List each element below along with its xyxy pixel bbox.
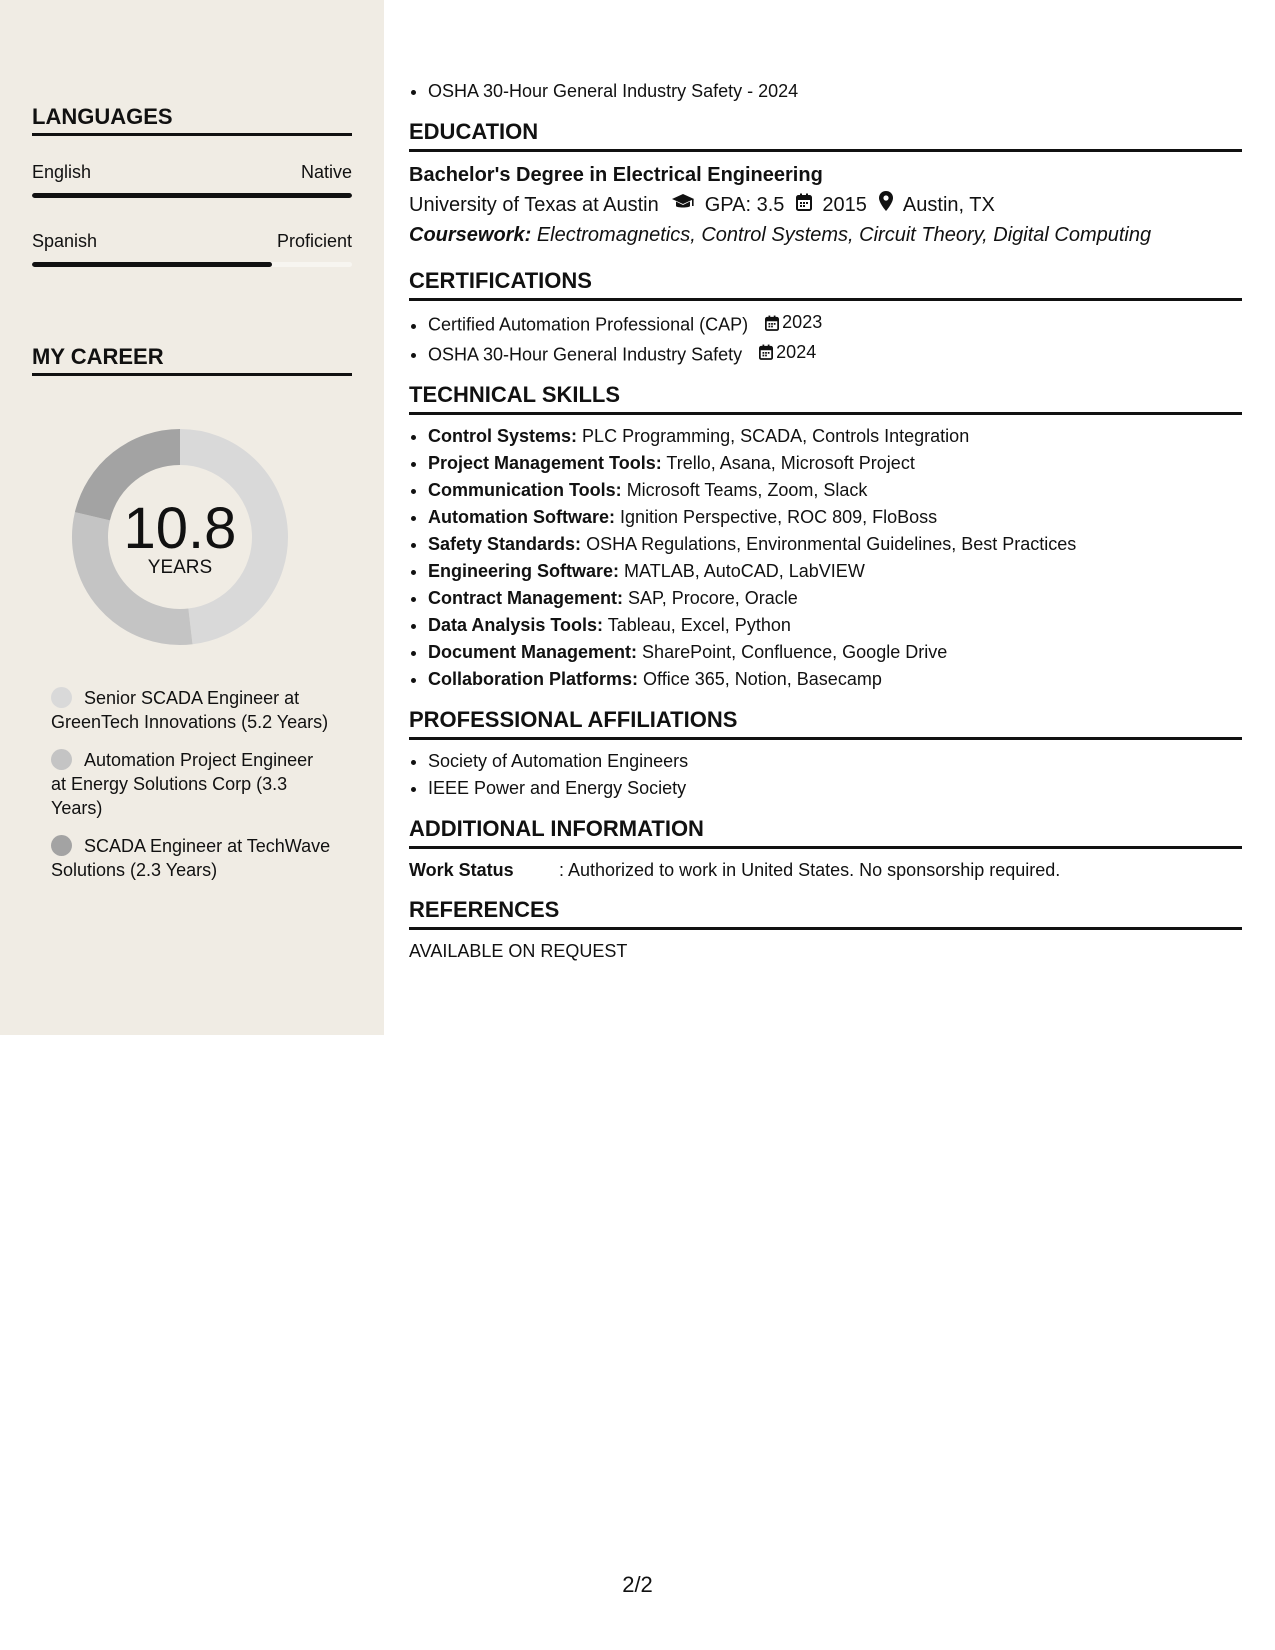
skill-label: Document Management:: [428, 642, 638, 662]
career-legend-item: [51, 748, 331, 820]
skill-value: MATLAB, AutoCAD, LabVIEW: [624, 561, 865, 581]
calendar-icon: [796, 190, 812, 220]
skill-label: Contract Management:: [428, 588, 624, 608]
main-content: [409, 78, 1242, 964]
affiliations-list: [409, 748, 1242, 802]
education-location: Austin, TX: [902, 194, 995, 216]
references-text: AVAILABLE ON REQUEST: [409, 941, 628, 961]
education-degree: Bachelor's Degree in Electrical Engineering: [409, 164, 823, 186]
legend-dot: [51, 687, 72, 708]
work-status-value: : Authorized to work in United States. No sponsorship required.: [559, 860, 1061, 880]
skill-value: Ignition Perspective, ROC 809, FloBoss: [620, 507, 938, 527]
skill-item: [428, 423, 1242, 450]
list-item: • OSHA 30-Hour General Industry Safety - 2024: [428, 78, 1242, 105]
skill-item: [428, 585, 1242, 612]
certification-name: Certified Automation Professional (CAP): [428, 314, 749, 335]
graduation-cap-icon: [671, 190, 695, 220]
map-pin-icon: [879, 190, 893, 220]
language-level: Proficient: [276, 231, 352, 251]
skill-value: Microsoft Teams, Zoom, Slack: [626, 480, 868, 500]
career-donut-chart: [66, 423, 294, 651]
career-legend-label: Senior SCADA Engineer at GreenTech Innovations (5.2 Years): [51, 688, 329, 732]
sidebar: [0, 0, 384, 1035]
certification-date: [765, 309, 822, 336]
languages-heading: LANGUAGES: [32, 104, 352, 136]
career-total-years: 10.8: [123, 496, 237, 561]
career-legend-label: Automation Project Engineer at Energy Solutions Corp (3.3 Years): [51, 750, 314, 818]
career-heading: MY CAREER: [32, 344, 352, 376]
skill-label: Engineering Software:: [428, 561, 620, 581]
skills-heading: TECHNICAL SKILLS: [409, 382, 1242, 415]
references-heading: REFERENCES: [409, 897, 1242, 930]
coursework-label: Coursework:: [409, 224, 532, 246]
list-item: [428, 339, 1242, 369]
career-legend-item: [51, 834, 331, 882]
language-name: Spanish: [32, 231, 98, 251]
carryover-list: [409, 78, 1242, 105]
certification-year: 2024: [776, 341, 817, 362]
language-name: English: [32, 162, 92, 182]
skill-value: Tableau, Excel, Python: [607, 615, 791, 635]
education-school: University of Texas at Austin: [409, 194, 659, 216]
skill-item: [428, 450, 1242, 477]
skill-label: Control Systems:: [428, 426, 578, 446]
skill-value: PLC Programming, SCADA, Controls Integration: [582, 426, 970, 446]
calendar-icon: [759, 344, 773, 360]
career-total-unit: YEARS: [147, 557, 213, 578]
coursework-value: Electromagnetics, Control Systems, Circuit Theory, Digital Computing: [536, 224, 1152, 246]
career-donut-center: [66, 423, 294, 651]
certifications-list: [409, 309, 1242, 368]
certifications-heading: CERTIFICATIONS: [409, 268, 1242, 301]
skill-label: Project Management Tools:: [428, 453, 662, 473]
education-gpa: GPA: 3.5: [704, 194, 785, 216]
calendar-icon: [765, 315, 779, 331]
certification-date: [759, 339, 816, 366]
additional-info-heading: ADDITIONAL INFORMATION: [409, 816, 1242, 849]
page-number: 2/2: [622, 1572, 653, 1597]
affiliations-heading: PROFESSIONAL AFFILIATIONS: [409, 707, 1242, 740]
skill-value: SAP, Procore, Oracle: [628, 588, 798, 608]
education-details: [409, 190, 1242, 220]
language-row-spanish: [32, 231, 352, 252]
skill-label: Automation Software:: [428, 507, 615, 527]
skill-item: [428, 504, 1242, 531]
skill-item: [428, 639, 1242, 666]
language-level: Native: [300, 162, 352, 182]
certification-name: OSHA 30-Hour General Industry Safety: [428, 344, 743, 364]
work-status-row: [409, 857, 1242, 883]
skill-item: [428, 477, 1242, 504]
education-heading: EDUCATION: [409, 119, 1242, 152]
certification-year: 2023: [782, 312, 823, 332]
language-bar-fill: [32, 193, 352, 198]
education-year: 2015: [822, 194, 867, 216]
language-bar-fill: [32, 262, 272, 267]
career-legend-label: SCADA Engineer at TechWave Solutions (2.3 Years): [51, 836, 331, 880]
skill-item: [428, 666, 1242, 693]
language-row-english: [32, 162, 352, 183]
skill-item: [428, 558, 1242, 585]
list-item: [428, 309, 1242, 339]
skill-value: SharePoint, Confluence, Google Drive: [642, 642, 948, 662]
skill-item: [428, 531, 1242, 558]
career-legend: [51, 686, 331, 896]
language-bar-english: [32, 193, 352, 198]
legend-dot: [51, 835, 72, 856]
career-legend-item: [51, 686, 331, 734]
skill-label: Data Analysis Tools:: [428, 615, 604, 635]
education-coursework: [409, 220, 1242, 250]
skill-value: Trello, Asana, Microsoft Project: [666, 453, 915, 473]
skill-label: Safety Standards:: [428, 534, 582, 554]
work-status-label: Work Status: [409, 860, 514, 880]
skill-item: [428, 612, 1242, 639]
list-item: • Society of Automation Engineers: [428, 748, 1242, 775]
language-bar-spanish: [32, 262, 352, 267]
skill-value: OSHA Regulations, Environmental Guidelines, Best Practices: [586, 534, 1077, 554]
list-item: • IEEE Power and Energy Society: [428, 775, 1242, 802]
skill-label: Collaboration Platforms:: [428, 669, 639, 689]
skills-list: [409, 423, 1242, 693]
skill-value: Office 365, Notion, Basecamp: [643, 669, 882, 689]
skill-label: Communication Tools:: [428, 480, 622, 500]
legend-dot: [51, 749, 72, 770]
